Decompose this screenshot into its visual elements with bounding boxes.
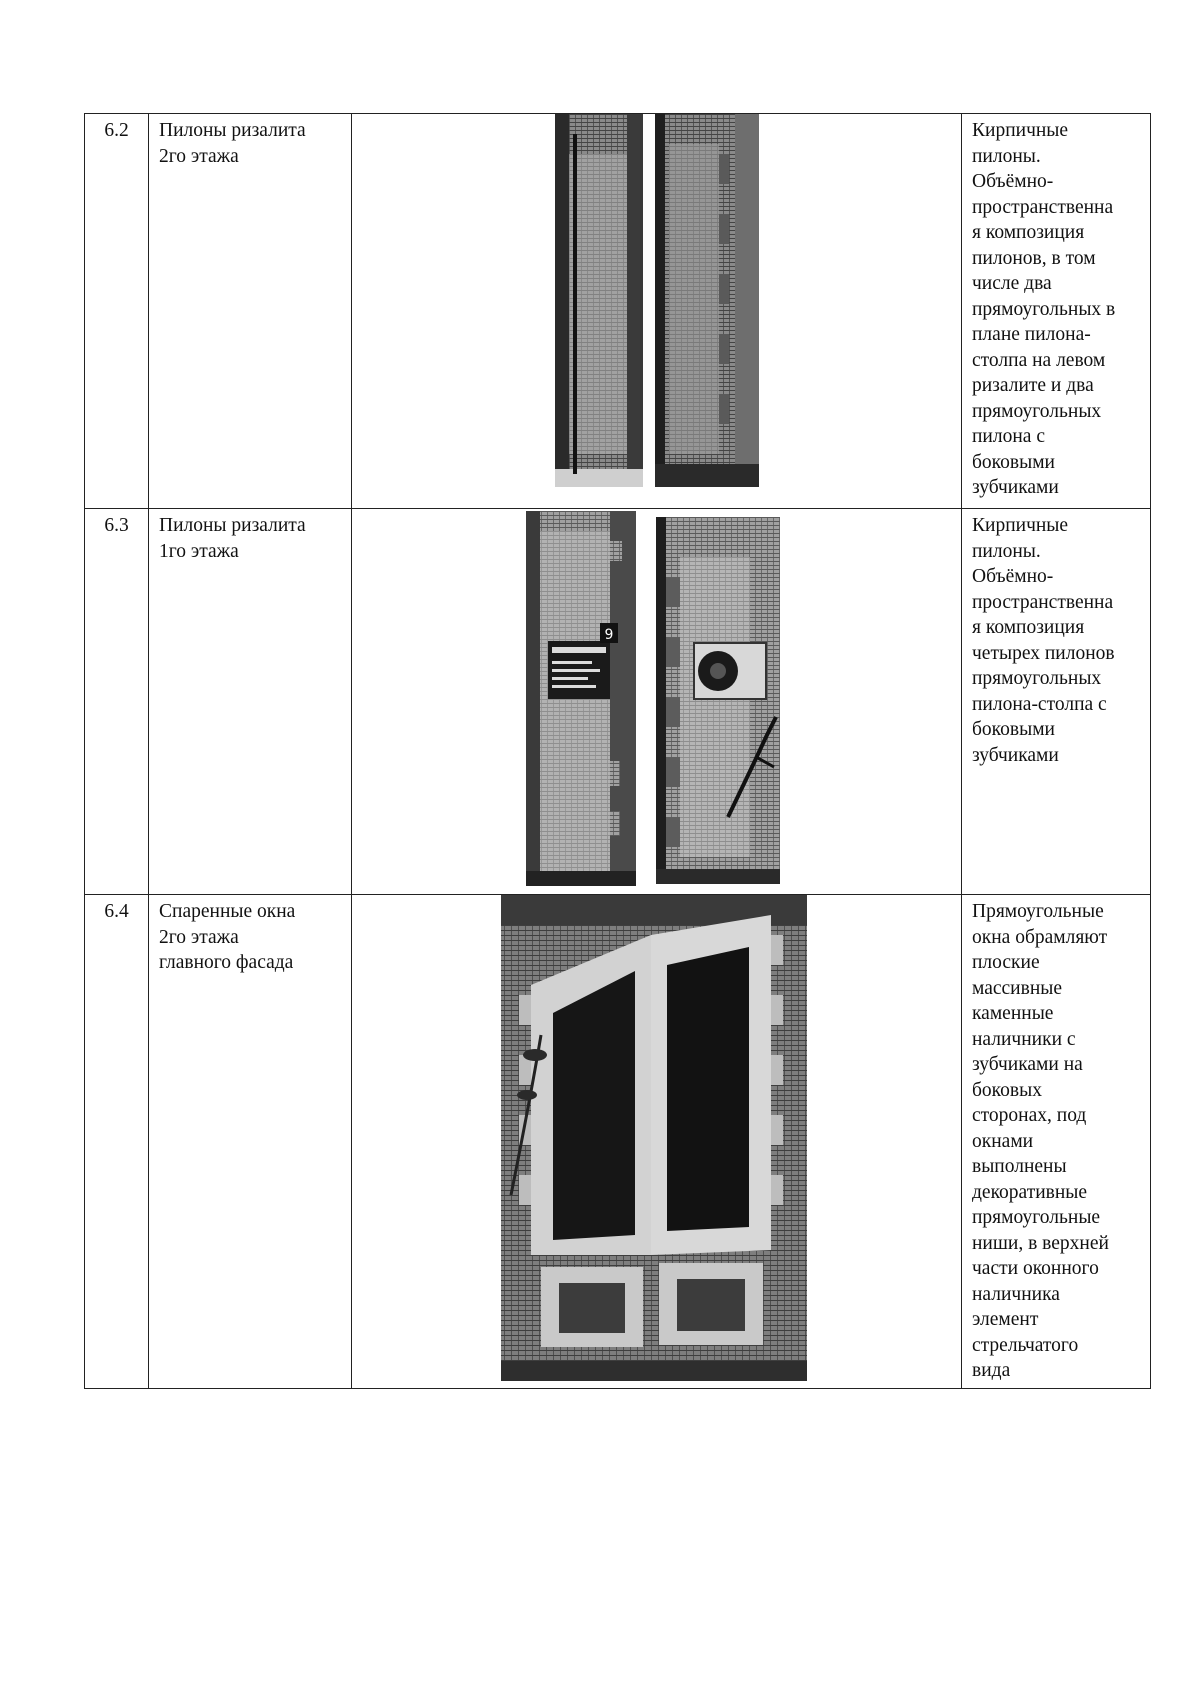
element-name <box>149 114 352 509</box>
description-line: окна обрамляют <box>972 926 1108 948</box>
description-line: вида <box>972 1360 1011 1381</box>
description-line: Объёмно- <box>972 171 1054 192</box>
description-line: стрельчатого <box>972 1334 1079 1356</box>
row-number: 6.4 <box>85 895 149 1389</box>
photo-cell <box>352 114 962 509</box>
element-name-line: 1го этажа <box>159 540 239 562</box>
description-line: окнами <box>972 1130 1034 1152</box>
element-name <box>149 895 352 1389</box>
element-description <box>962 509 1151 895</box>
description-line: столпа на левом <box>972 349 1106 371</box>
description-line: четырех пилонов <box>972 642 1115 664</box>
table-row <box>85 509 1151 895</box>
description-line: прямоугольных в <box>972 298 1116 320</box>
description-line: декоративные <box>972 1181 1088 1203</box>
element-name-line: 2го этажа <box>159 145 239 167</box>
description-line: зубчиками на <box>972 1054 1083 1075</box>
pylon-photo-left <box>526 511 636 886</box>
description-line: части оконного <box>972 1258 1099 1279</box>
description-line: пространственна <box>972 591 1114 613</box>
description-line: ниши, в верхней <box>972 1232 1109 1254</box>
description-line: зубчиками <box>972 744 1059 766</box>
row-number: 6.2 <box>85 114 149 509</box>
description-line: я композиция <box>972 617 1085 638</box>
description-line: плоские <box>972 952 1040 973</box>
description-line: Прямоугольные <box>972 901 1104 922</box>
description-line: я композиция <box>972 222 1085 243</box>
element-name-line: главного фасада <box>159 952 294 973</box>
description-line: пилоны. <box>972 540 1041 562</box>
photo-cell <box>352 895 962 1389</box>
table-row <box>85 895 1151 1389</box>
description-line: прямоугольных <box>972 400 1102 422</box>
house-number-plate: 9 <box>604 627 614 643</box>
description-line: зубчиками <box>972 477 1059 498</box>
description-line: пространственна <box>972 196 1114 218</box>
element-name-line: Пилоны ризалита <box>159 515 306 536</box>
description-line: плане пилона- <box>972 324 1091 345</box>
description-line: прямоугольных <box>972 668 1102 689</box>
pylon-photo-left <box>555 114 643 487</box>
element-name-line: Спаренные окна <box>159 901 296 922</box>
element-name-line: Пилоны ризалита <box>159 120 306 141</box>
element-description <box>962 114 1151 509</box>
description-line: боковыми <box>972 719 1055 740</box>
heritage-elements-table <box>84 113 1151 1389</box>
description-line: боковых <box>972 1079 1042 1101</box>
description-line: наличники с <box>972 1028 1076 1050</box>
description-line: прямоугольные <box>972 1207 1101 1228</box>
description-line: сторонах, под <box>972 1105 1087 1126</box>
description-line: Объёмно- <box>972 566 1054 587</box>
description-line: каменные <box>972 1003 1054 1024</box>
description-line: пилона-столпа с <box>972 693 1107 715</box>
paired-windows-photo <box>501 895 807 1381</box>
pylon-photo-right <box>656 517 780 884</box>
description-line: наличника <box>972 1283 1060 1305</box>
photo-cell <box>352 509 962 895</box>
table-row <box>85 114 1151 509</box>
description-line: пилонов, в том <box>972 247 1096 269</box>
description-line: числе два <box>972 273 1052 294</box>
description-line: Кирпичные <box>972 515 1069 536</box>
pylon-photo-right <box>655 114 759 487</box>
row-number: 6.3 <box>85 509 149 895</box>
description-line: боковыми <box>972 451 1055 473</box>
description-line: элемент <box>972 1309 1039 1330</box>
description-line: массивные <box>972 977 1063 999</box>
description-line: пилона с <box>972 426 1045 447</box>
description-line: пилоны. <box>972 145 1041 167</box>
description-line: Кирпичные <box>972 120 1069 141</box>
element-name-line: 2го этажа <box>159 926 239 948</box>
element-description <box>962 895 1151 1389</box>
description-line: выполнены <box>972 1156 1067 1177</box>
element-name <box>149 509 352 895</box>
description-line: ризалите и два <box>972 375 1094 396</box>
